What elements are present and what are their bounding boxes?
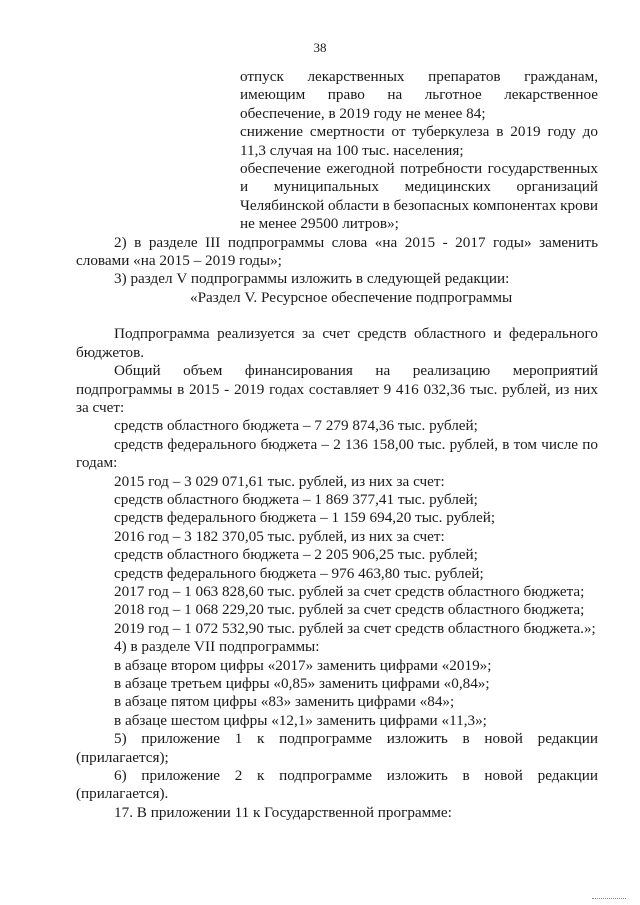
indented-item: обеспечение ежегодной потребности государственных и муниципальных медицинских организаций Челябинской области в безопасных компонентах крови не менее 29500 литров»; (240, 160, 598, 233)
paragraph: 3) раздел V подпрограммы изложить в следующей редакции: (114, 270, 510, 288)
indented-item: снижение смертности от туберкулеза в 2019 году до 11,3 случая на 100 тыс. населения; (240, 123, 598, 159)
paragraph: 17. В приложении 11 к Государственной программе: (114, 803, 452, 821)
paragraph: 2018 год – 1 068 229,20 тыс. рублей за счет средств областного бюджета; (114, 601, 585, 619)
paragraph: Общий объем финансирования на реализацию мероприятий подпрограммы в 2015 - 2019 годах составляет 9 416 032,36 тыс. рублей, из них за счет: (76, 362, 598, 416)
paragraph: Подпрограмма реализуется за счет средств областного и федерального бюджетов. (76, 325, 598, 361)
paragraph: 6) приложение 2 к подпрограмме изложить в новой редакции (прилагается). (76, 767, 598, 803)
paragraph: средств федерального бюджета – 976 463,80 тыс. рублей; (114, 564, 484, 582)
scan-edge-mark (592, 898, 626, 899)
indented-list (240, 68, 598, 234)
indented-item: отпуск лекарственных препаратов гражданам, имеющим право на льготное лекарственное обеспечение, в 2019 году не менее 84; (240, 68, 598, 122)
paragraph: 2019 год – 1 072 532,90 тыс. рублей за счет средств областного бюджета.»; (114, 619, 596, 637)
paragraph: в абзаце шестом цифры «12,1» заменить цифрами «11,3»; (114, 711, 487, 729)
paragraph: в абзаце третьем цифры «0,85» заменить цифрами «0,84»; (114, 675, 490, 692)
paragraph: в абзаце втором цифры «2017» заменить цифрами «2019»; (114, 656, 492, 674)
paragraph: 2015 год – 3 029 071,61 тыс. рублей, из них за счет: (114, 472, 445, 490)
page-number: 38 (313, 40, 327, 55)
paragraph: в абзаце пятом цифры «83» заменить цифрами «84»; (114, 693, 455, 711)
paragraph: средств федерального бюджета – 2 136 158,00 тыс. рублей, в том числе по годам: (76, 435, 598, 472)
paragraph: 2) в разделе III подпрограммы слова «на 2015 - 2017 годы» заменить словами «на 2015 – 2019 годы»; (76, 233, 598, 270)
paragraph: средств областного бюджета – 2 205 906,25 тыс. рублей; (114, 546, 478, 564)
paragraph: средств областного бюджета – 1 869 377,41 тыс. рублей; (114, 490, 478, 508)
paragraph: 4) в разделе VII подпрограммы: (114, 638, 320, 656)
paragraph: средств областного бюджета – 7 279 874,36 тыс. рублей; (114, 417, 478, 435)
paragraph: средств федерального бюджета – 1 159 694,20 тыс. рублей; (114, 509, 496, 527)
paragraph: 5) приложение 1 к подпрограмме изложить в новой редакции (прилагается); (76, 730, 598, 766)
document-body (76, 68, 598, 822)
section-heading: «Раздел V. Ресурсное обеспечение подпрограммы (190, 288, 513, 306)
paragraph: 2017 год – 1 063 828,60 тыс. рублей за счет средств областного бюджета; (114, 582, 585, 600)
paragraph: 2016 год – 3 182 370,05 тыс. рублей, из них за счет: (114, 527, 445, 545)
